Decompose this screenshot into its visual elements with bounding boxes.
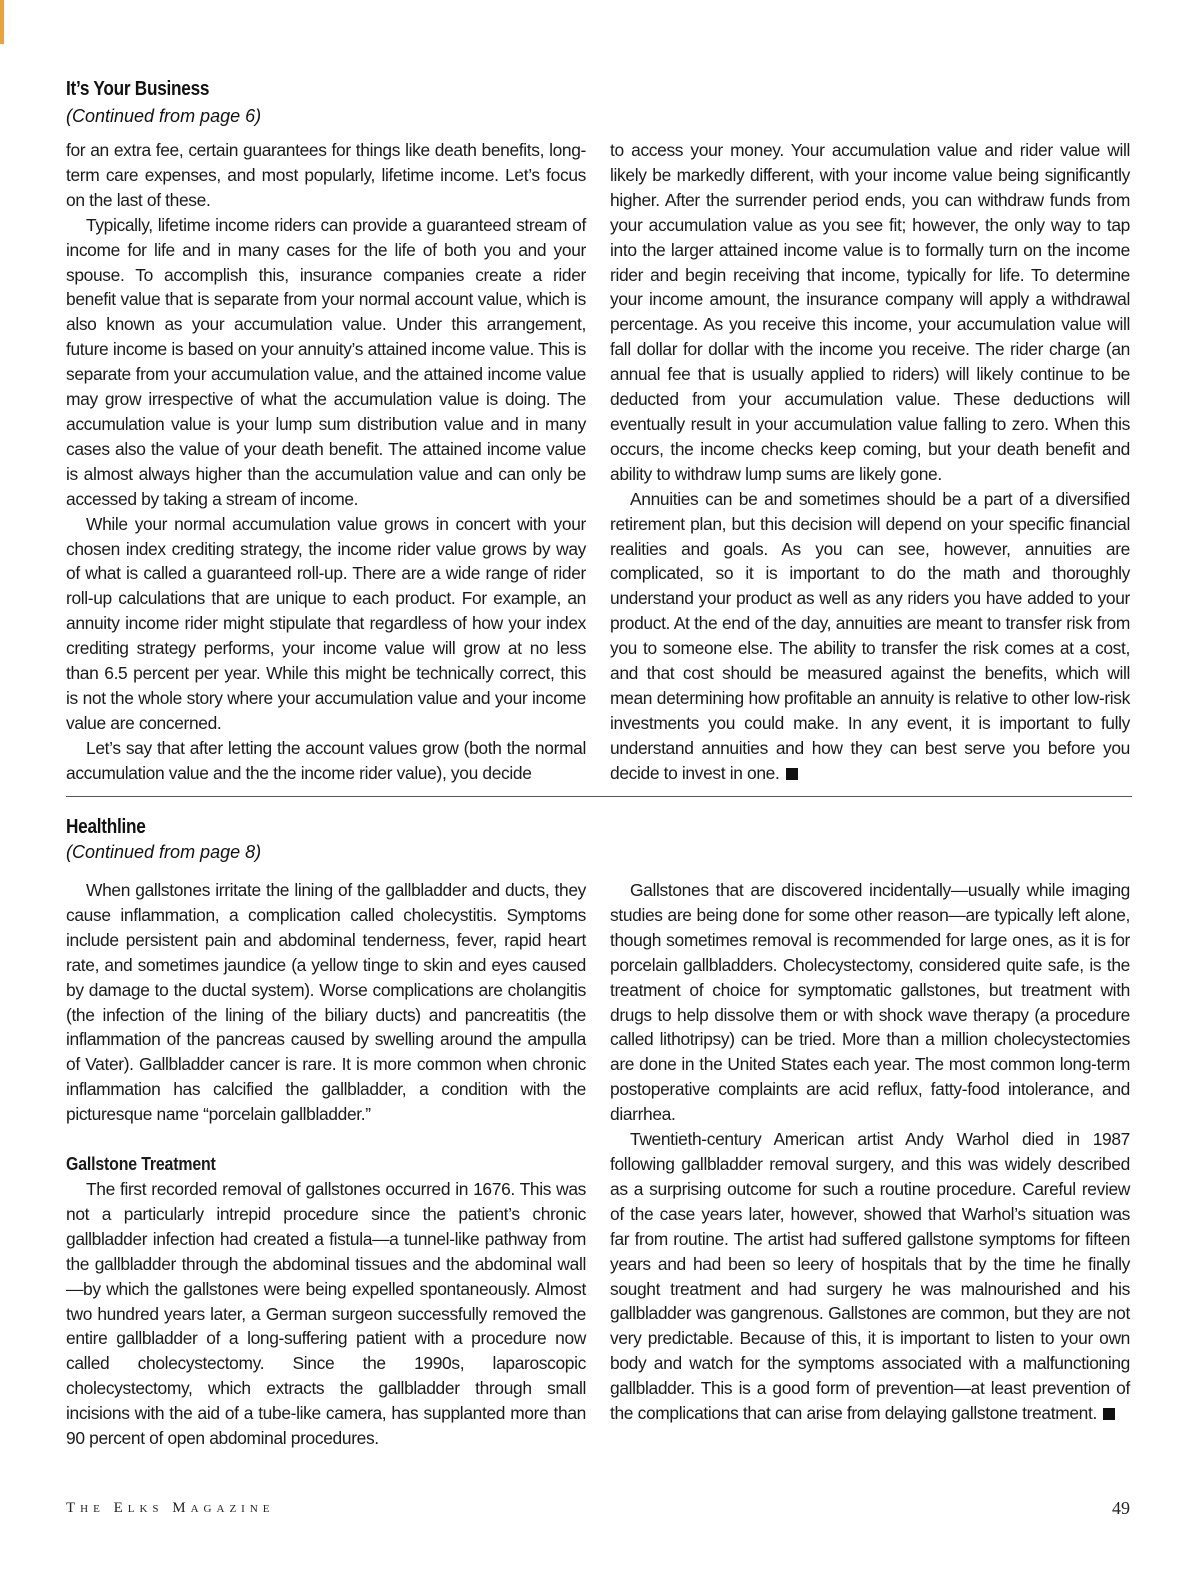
business-right-paragraph: to access your money. Your accumulation value and rider value will likely be markedly different, with your income value being significantly higher. After the surrender period ends, you can withdraw funds from your accumulation value as you see fit; however, the only way to tap into the larger attained income value is to formally turn on the income rider and begin receiving that income, typically for life. To determine your income amount, the insurance company will apply a withdrawal percentage. As you receive this income, your accumulation value will fall dollar for dollar with the income you receive. The rider charge (an annual fee that is usually applied to riders) will likely continue to be deducted from your accumulation value. These deductions will eventually result in your accumulation value falling to zero. When this occurs, the income checks keep coming, but your death benefit and ability to withdraw lump sums are likely gone.	[610, 140, 1130, 484]
business-left-paragraph: Let’s say that after letting the account values grow (both the normal accumulation value and the the income rider value), you decide	[66, 737, 586, 783]
business-left-paragraph: Typically, lifetime income riders can provide a guaranteed stream of income for life and in many cases for the life of both you and your spouse. To accomplish this, insurance companies create a rider benefit value that is separate from your normal account value, which is also known as your accumulation value. Under this arrangement, future income is based on your annuity’s attained income value. This is separate from your accumulation value, and the attained income value may grow irrespective of what the accumulation value is doing. The accumulation value is your lump sum distribution value and in many cases also the value of your death benefit. The attained income value is almost always higher than the accumulation value and can only be accessed by taking a stream of income.	[66, 214, 586, 509]
business-left-paragraph: While your normal accumulation value grows in concert with your chosen index crediting strategy, the income rider value grows by way of what is called a guaranteed roll-up. There are a wide range of rider roll-up calculations that are unique to each product. For example, an annuity income rider might stipulate that regardless of how your index crediting strategy performs, your income value will grow at no less than 6.5 percent per year. While this might be technically correct, this is not the whole story where your accumulation value and your income value are concerned.	[66, 513, 586, 733]
health-closing-text: Twentieth-century American artist Andy Warhol died in 1987 following gallbladder removal surgery, and this was widely described as a surprising outcome for such a routine procedure. Careful review of the case years later, however, showed that Warhol’s situation was far from routine. The artist had suffered gallstone symptoms for fifteen years and had been so leery of hospitals that by the time he finally sought treatment and had surgery he was malnourished and his gallbladder was gangrenous. Gallstones are common, but they are not very predictable. Because of this, it is important to listen to your own body and watch for the symptoms associated with a malfunctioning gallbladder. This is a good form of prevention—at least prevention of the complications that can arise from delaying gallstone treatment.	[610, 1129, 1130, 1424]
business-right-column	[610, 138, 1130, 786]
business-left-column	[66, 138, 586, 786]
health-right-paragraph	[610, 1127, 1130, 1426]
gallstone-treatment-subhead: Gallstone Treatment	[66, 1153, 216, 1175]
health-left-paragraph: The first recorded removal of gallstones occurred in 1676. This was not a particularly intrepid procedure since the patient’s chronic gallbladder infection had created a fistula—a tunnel-like pathway from the gallbladder through the abdominal tissues and the abdominal wall—by which the gallstones were being expelled spontaneously. Almost two hundred years later, a German surgeon successfully removed the entire gallbladder of a long-suffering patient with a procedure now called cholecystectomy. Since the 1990s, laparoscopic cholecystectomy, which extracts the gallbladder through small incisions with the aid of a tube-like camera, has supplanted more than 90 percent of open abdominal procedures.	[66, 1178, 586, 1449]
health-left-paragraph: When gallstones irritate the lining of the gallbladder and ducts, they cause inflammation, a complication called cholecystitis. Symptoms include persistent pain and abdominal tenderness, fever, rapid heart rate, and sometimes jaundice (a yellow tinge to skin and eyes caused by damage to the ductal system). Worse complications are cholangitis (the infection of the lining of the biliary ducts) and pancreatitis (the inflammation of the pancreas caused by swelling around the ampulla of Vater). Gallbladder cancer is rare. It is more common when chronic inflammation has calcified the gallbladder, a condition with the picturesque name “porcelain gallbladder.”	[66, 880, 586, 1125]
magazine-name: The Elks Magazine	[66, 1500, 275, 1516]
page-number: 49	[1112, 1498, 1130, 1518]
end-of-article-mark	[1103, 1408, 1115, 1420]
health-left-column	[66, 878, 586, 1451]
health-continued-note: (Continued from page 8)	[66, 842, 262, 862]
business-closing-text: Annuities can be and sometimes should be a part of a diversified retirement plan, but this decision will depend on your specific financial realities and goals. As you can see, however, annuities are complicated, so it is important to do the math and thoroughly understand your product as well as any riders you have added to your product. At the end of the day, annuities are meant to transfer risk from you to someone else. The ability to transfer the risk comes at a cost, and that cost should be measured against the benefits, which will mean determining how profitable an annuity is relative to other low-risk investments you could make. In any event, it is important to fully understand annuities and how they can best serve you before you decide to invest in one.	[610, 488, 1130, 783]
business-continued-note: (Continued from page 6)	[66, 106, 262, 126]
section-divider	[66, 796, 1132, 797]
page-edge-mark	[0, 0, 4, 44]
business-right-paragraph	[610, 487, 1130, 786]
health-section-title: Healthline	[66, 816, 146, 838]
business-section-title: It’s Your Business	[66, 78, 210, 100]
health-right-paragraph: Gallstones that are discovered incidentally—usually while imaging studies are being done for some other reason—are typically left alone, though sometimes removal is recommended for large ones, as it is for porcelain gallbladders. Cholecystectomy, considered quite safe, is the treatment of choice for symptomatic gallstones, but treatment with drugs to help dissolve them or with shock wave therapy (a procedure called lithotripsy) can be tried. More than a million cholecystectomies are done in the United States each year. The most common long-term postoperative complaints are acid reflux, fatty-food intolerance, and diarrhea.	[610, 880, 1130, 1125]
end-of-article-mark	[786, 768, 798, 780]
business-left-paragraph: for an extra fee, certain guarantees for things like death benefits, long-term care expenses, and most popularly, lifetime income. Let’s focus on the last of these.	[66, 140, 586, 210]
health-right-column	[610, 878, 1130, 1426]
